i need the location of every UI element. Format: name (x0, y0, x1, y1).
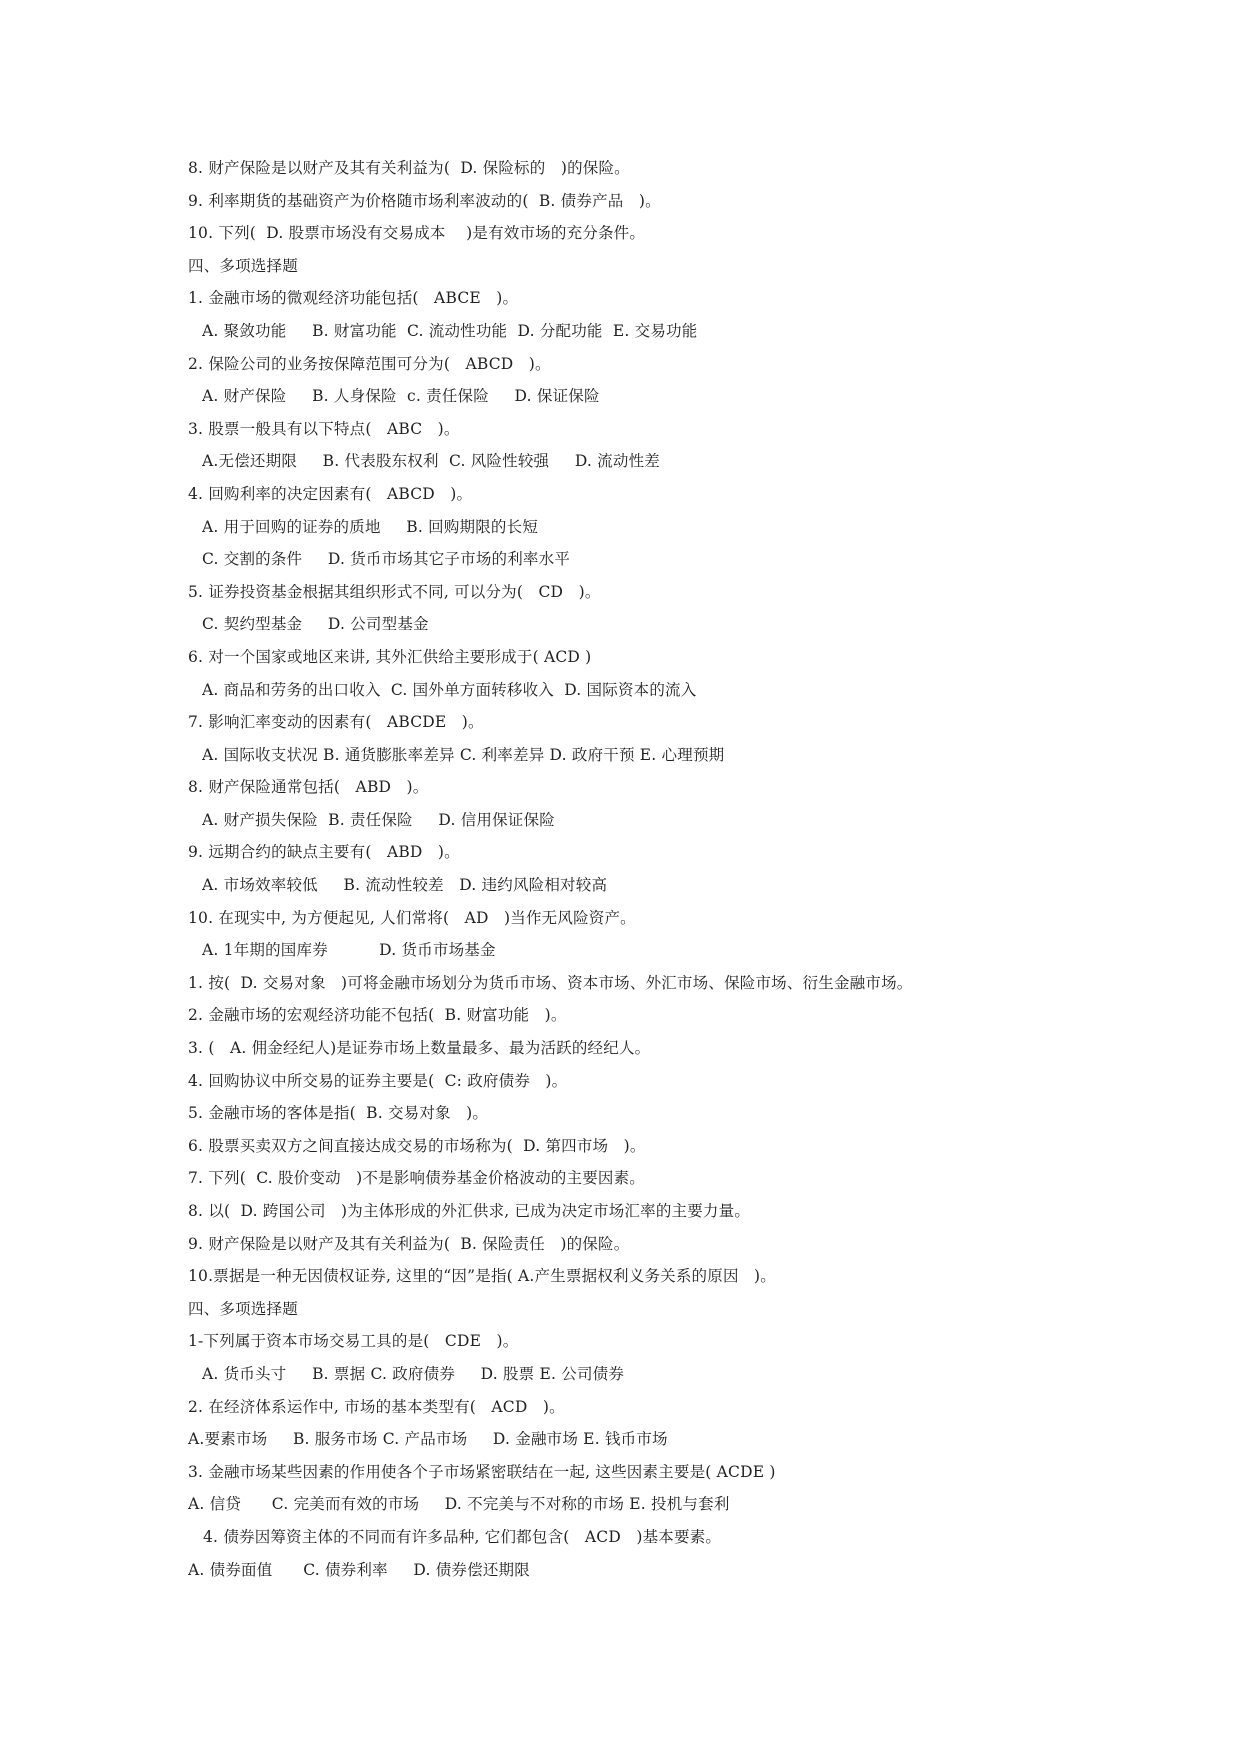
text-line: 3. 股票一般具有以下特点( ABC )。 (188, 419, 460, 438)
text-line: 9. 远期合约的缺点主要有( ABD )。 (188, 843, 460, 862)
text-line: A. 商品和劳务的出口收入 C. 国外单方面转移收入 D. 国际资本的流入 (202, 680, 697, 699)
text-line: 6. 股票买卖双方之间直接达成交易的市场称为( D. 第四市场 )。 (188, 1136, 646, 1155)
text-line: 5. 证券投资基金根据其组织形式不同, 可以分为( CD )。 (188, 582, 601, 601)
text-line: 10. 下列( D. 股票市场没有交易成本 )是有效市场的充分条件。 (188, 224, 646, 243)
text-line: 4. 回购利率的决定因素有( ABCD )。 (188, 484, 473, 503)
text-line: A. 财产损失保险 B. 责任保险 D. 信用保证保险 (202, 810, 555, 829)
text-line: 2. 保险公司的业务按保障范围可分为( ABCD )。 (188, 354, 551, 373)
text-line: 3. 金融市场某些因素的作用使各个子市场紧密联结在一起, 这些因素主要是( ACDE ) (188, 1462, 776, 1481)
text-line: A. 用于回购的证券的质地 B. 回购期限的长短 (202, 517, 539, 536)
document-body (0, 152, 1241, 1586)
text-line: 8. 以( D. 跨国公司 )为主体形成的外汇供求, 已成为决定市场汇率的主要力量。 (188, 1202, 751, 1220)
text-line: A. 财产保险 B. 人身保险 c. 责任保险 D. 保证保险 (202, 387, 600, 406)
text-line: 1. 按( D. 交易对象 )可将金融市场划分为货币市场、资本市场、外汇市场、保险市场、衍生金融市场。 (188, 973, 913, 992)
text-line: 10.票据是一种无因债权证券, 这里的“因”是指( A.产生票据权利义务关系的原因 )。 (188, 1267, 776, 1286)
text-line: 4. 债券因筹资主体的不同而有许多品种, 它们都包含( ACD )基本要素。 (203, 1527, 722, 1546)
text-line: 8. 财产保险是以财产及其有关利益为( D. 保险标的 )的保险。 (188, 159, 630, 177)
text-line: A. 市场效率较低 B. 流动性较差 D. 违约风险相对较高 (202, 876, 608, 895)
text-line: 6. 对一个国家或地区来讲, 其外汇供给主要形成于( ACD ) (188, 647, 592, 666)
text-line: A. 国际收支状况 B. 通货膨胀率差异 C. 利率差异 D. 政府干预 E. 心理预期 (202, 745, 725, 764)
text-line: 2. 金融市场的宏观经济功能不包括( B. 财富功能 )。 (188, 1006, 567, 1025)
text-line: A.无偿还期限 B. 代表股东权利 C. 风险性较强 D. 流动性差 (202, 452, 660, 471)
text-line: A. 聚敛功能 B. 财富功能 C. 流动性功能 D. 分配功能 E. 交易功能 (202, 321, 698, 340)
text-line: 9. 利率期货的基础资产为价格随市场利率波动的( B. 债券产品 )。 (188, 191, 661, 210)
text-line: 8. 财产保险通常包括( ABD )。 (188, 778, 429, 797)
text-line: 四、多项选择题 (188, 1299, 298, 1318)
text-line: C. 契约型基金 D. 公司型基金 (202, 615, 429, 634)
text-line: 9. 财产保险是以财产及其有关利益为( B. 保险责任 )的保险。 (188, 1234, 630, 1253)
text-line: 3. ( A. 佣金经纪人)是证券市场上数量最多、最为活跃的经纪人。 (188, 1039, 651, 1058)
text-line: 5. 金融市场的客体是指( B. 交易对象 )。 (188, 1104, 489, 1123)
text-line: 4. 回购协议中所交易的证券主要是( C: 政府债券 )。 (188, 1071, 568, 1090)
text-line: A.要素市场 B. 服务市场 C. 产品市场 D. 金融市场 E. 钱币市场 (188, 1430, 668, 1449)
text-line: A. 货币头寸 B. 票据 C. 政府债券 D. 股票 E. 公司债券 (202, 1364, 625, 1383)
text-line: A. 信贷 C. 完美而有效的市场 D. 不完美与不对称的市场 E. 投机与套利 (188, 1495, 730, 1514)
text-line: 2. 在经济体系运作中, 市场的基本类型有( ACD )。 (188, 1397, 565, 1416)
text-line: A. 1年期的国库券 D. 货币市场基金 (202, 941, 496, 960)
text-line: 10. 在现实中, 为方便起见, 人们常将( AD )当作无风险资产。 (188, 908, 636, 927)
text-line: 1. 金融市场的微观经济功能包括( ABCE )。 (188, 289, 519, 308)
text-line: 7. 下列( C. 股价变动 )不是影响债券基金价格波动的主要因素。 (188, 1169, 646, 1188)
text-line: C. 交割的条件 D. 货币市场其它子市场的利率水平 (202, 550, 571, 569)
text-line: 1-下列属于资本市场交易工具的是( CDE )。 (188, 1332, 519, 1351)
text-line: 7. 影响汇率变动的因素有( ABCDE )。 (188, 713, 484, 732)
text-line: 四、多项选择题 (188, 256, 298, 275)
text-line: A. 债券面值 C. 债券利率 D. 债券偿还期限 (188, 1560, 530, 1579)
